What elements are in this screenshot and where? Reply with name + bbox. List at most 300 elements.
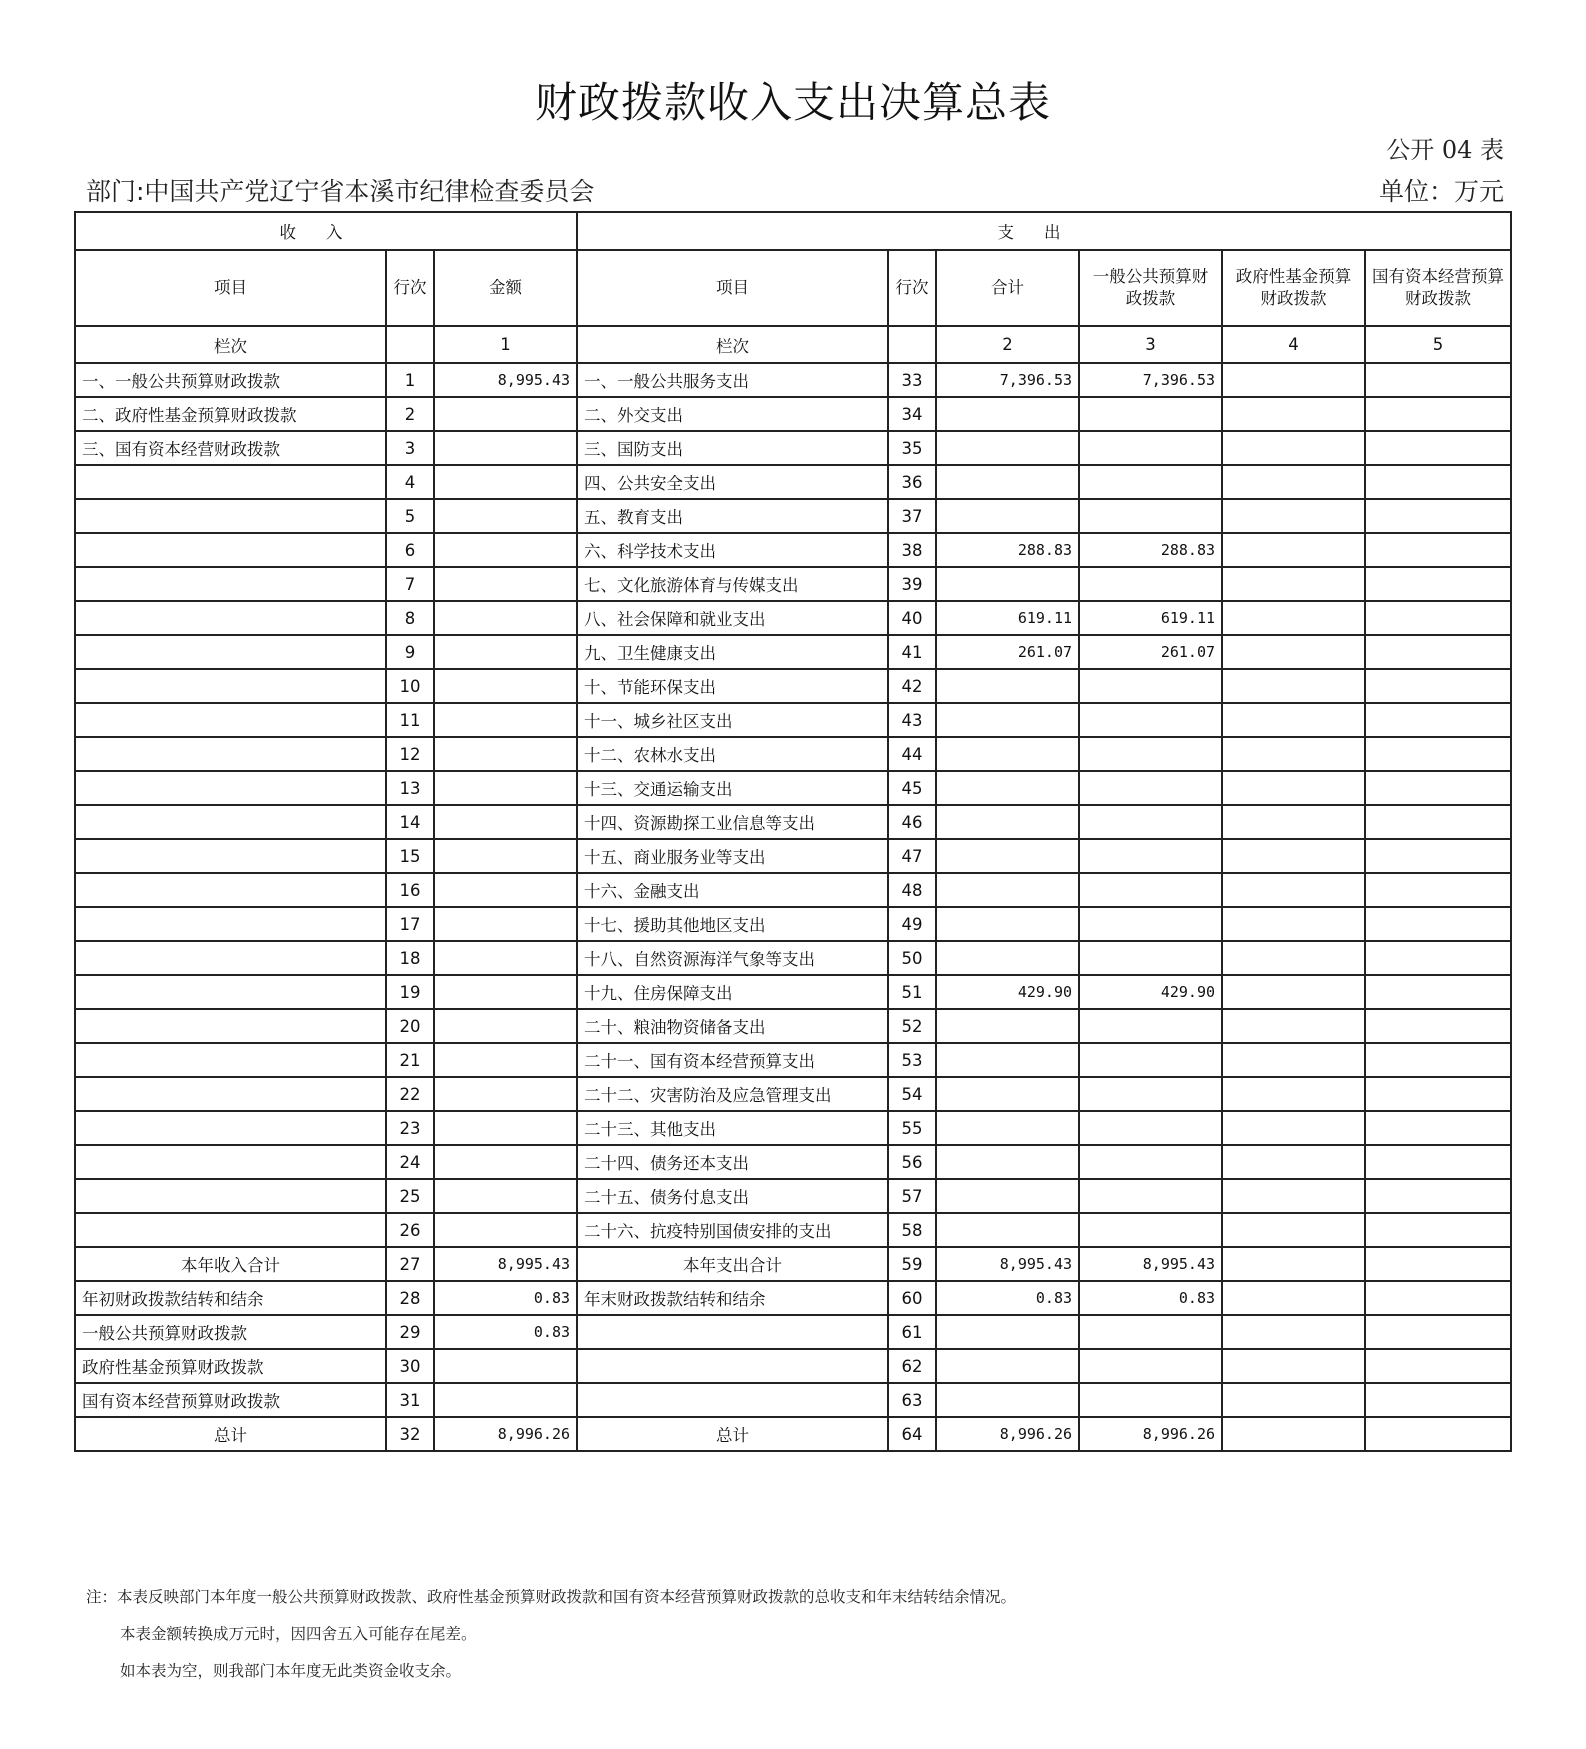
general-cell bbox=[1079, 1145, 1222, 1179]
table-row bbox=[75, 567, 1511, 601]
fund-cell bbox=[1222, 1077, 1365, 1111]
income-item-cell bbox=[75, 1111, 386, 1145]
state-cell bbox=[1365, 771, 1511, 805]
expense-item-cell: 本年支出合计 bbox=[577, 1247, 888, 1281]
total-header: 合计 bbox=[936, 250, 1079, 326]
fund-cell bbox=[1222, 567, 1365, 601]
expense-rowno-cell: 51 bbox=[888, 975, 936, 1009]
fund-cell bbox=[1222, 363, 1365, 397]
header-row-sections bbox=[75, 212, 1511, 250]
income-rowno-cell: 31 bbox=[386, 1383, 434, 1417]
fund-cell bbox=[1222, 1043, 1365, 1077]
total-cell: 8,995.43 bbox=[936, 1247, 1079, 1281]
table-row bbox=[75, 1077, 1511, 1111]
income-rowno-cell: 10 bbox=[386, 669, 434, 703]
expense-rowno-cell: 63 bbox=[888, 1383, 936, 1417]
general-cell bbox=[1079, 1009, 1222, 1043]
table-row bbox=[75, 737, 1511, 771]
state-cell bbox=[1365, 431, 1511, 465]
income-amount-cell bbox=[434, 1383, 577, 1417]
income-amount-cell: 0.83 bbox=[434, 1281, 577, 1315]
income-amount-cell bbox=[434, 431, 577, 465]
income-item-cell bbox=[75, 601, 386, 635]
expense-rowno-cell: 52 bbox=[888, 1009, 936, 1043]
expense-item-cell: 年末财政拨款结转和结余 bbox=[577, 1281, 888, 1315]
note-1: 注：本表反映部门本年度一般公共预算财政拨款、政府性基金预算财政拨款和国有资本经营预算财政拨款的总收支和年末结转结余情况。 bbox=[86, 1588, 1017, 1606]
expense-item-cell: 六、科学技术支出 bbox=[577, 533, 888, 567]
fund-cell bbox=[1222, 397, 1365, 431]
income-amount-cell: 8,995.43 bbox=[434, 363, 577, 397]
expense-rowno-cell: 36 bbox=[888, 465, 936, 499]
income-amount-cell bbox=[434, 873, 577, 907]
department-label: 部门:中国共产党辽宁省本溪市纪律检查委员会 bbox=[86, 177, 595, 206]
state-cell bbox=[1365, 1145, 1511, 1179]
expense-rowno-cell: 40 bbox=[888, 601, 936, 635]
income-rowno-cell: 14 bbox=[386, 805, 434, 839]
fund-cell bbox=[1222, 635, 1365, 669]
income-amount-cell bbox=[434, 941, 577, 975]
expense-rowno-cell: 56 bbox=[888, 1145, 936, 1179]
fund-cell bbox=[1222, 873, 1365, 907]
notes bbox=[86, 1585, 1016, 1696]
expense-rowno-cell: 61 bbox=[888, 1315, 936, 1349]
expense-rowno-cell: 59 bbox=[888, 1247, 936, 1281]
expense-rowno-cell: 53 bbox=[888, 1043, 936, 1077]
income-amount-cell bbox=[434, 839, 577, 873]
expense-rowno-cell: 37 bbox=[888, 499, 936, 533]
income-rowno-cell: 5 bbox=[386, 499, 434, 533]
income-rowno-cell: 13 bbox=[386, 771, 434, 805]
table-row bbox=[75, 941, 1511, 975]
general-cell: 8,995.43 bbox=[1079, 1247, 1222, 1281]
fund-cell bbox=[1222, 1009, 1365, 1043]
income-amount-cell bbox=[434, 975, 577, 1009]
income-amount-cell bbox=[434, 1349, 577, 1383]
income-amount-cell bbox=[434, 397, 577, 431]
header-row-columns bbox=[75, 250, 1511, 326]
general-cell bbox=[1079, 1383, 1222, 1417]
income-item-cell: 二、政府性基金预算财政拨款 bbox=[75, 397, 386, 431]
table-row bbox=[75, 1213, 1511, 1247]
general-cell bbox=[1079, 1043, 1222, 1077]
income-item-cell bbox=[75, 465, 386, 499]
expense-item-cell bbox=[577, 1315, 888, 1349]
income-amount-cell bbox=[434, 635, 577, 669]
fund-cell bbox=[1222, 805, 1365, 839]
state-cell bbox=[1365, 1383, 1511, 1417]
table-row bbox=[75, 601, 1511, 635]
income-item-cell bbox=[75, 703, 386, 737]
note-2: 本表金额转换成万元时，因四舍五入可能存在尾差。 bbox=[120, 1625, 477, 1643]
expense-rowno-cell: 62 bbox=[888, 1349, 936, 1383]
total-cell bbox=[936, 1043, 1079, 1077]
fund-cell bbox=[1222, 703, 1365, 737]
income-rowno-cell: 17 bbox=[386, 907, 434, 941]
total-cell bbox=[936, 431, 1079, 465]
income-rowno-cell: 4 bbox=[386, 465, 434, 499]
expense-rowno-cell: 45 bbox=[888, 771, 936, 805]
table-row bbox=[75, 805, 1511, 839]
general-cell bbox=[1079, 907, 1222, 941]
income-item-cell: 一般公共预算财政拨款 bbox=[75, 1315, 386, 1349]
expense-rowno-cell: 55 bbox=[888, 1111, 936, 1145]
income-item-cell bbox=[75, 1009, 386, 1043]
header-row-column-numbers bbox=[75, 326, 1511, 363]
income-amount-cell bbox=[434, 465, 577, 499]
expense-rowno-cell: 34 bbox=[888, 397, 936, 431]
expense-item-cell: 十七、援助其他地区支出 bbox=[577, 907, 888, 941]
note-3: 如本表为空，则我部门本年度无此类资金收支余。 bbox=[120, 1662, 462, 1680]
expense-item-cell: 二十、粮油物资储备支出 bbox=[577, 1009, 888, 1043]
expense-item-cell: 十六、金融支出 bbox=[577, 873, 888, 907]
state-cell bbox=[1365, 1213, 1511, 1247]
income-amount-cell bbox=[434, 1111, 577, 1145]
form-number: 公开 04 表 bbox=[1386, 136, 1504, 164]
page-title: 财政拨款收入支出决算总表 bbox=[534, 78, 1051, 127]
table-row bbox=[75, 1247, 1511, 1281]
expense-rowno-cell: 48 bbox=[888, 873, 936, 907]
total-cell bbox=[936, 839, 1079, 873]
income-amount-cell bbox=[434, 533, 577, 567]
income-item-cell bbox=[75, 941, 386, 975]
table-row bbox=[75, 873, 1511, 907]
table-row bbox=[75, 363, 1511, 397]
income-item-cell bbox=[75, 499, 386, 533]
state-cell bbox=[1365, 1009, 1511, 1043]
state-header: 国有资本经营预算财政拨款 bbox=[1365, 250, 1511, 326]
general-cell: 429.90 bbox=[1079, 975, 1222, 1009]
table-row bbox=[75, 1043, 1511, 1077]
fund-cell bbox=[1222, 465, 1365, 499]
income-col-blank bbox=[386, 326, 434, 363]
total-cell bbox=[936, 1077, 1079, 1111]
income-section-header: 收入 bbox=[75, 212, 577, 250]
fund-cell bbox=[1222, 737, 1365, 771]
fund-cell bbox=[1222, 1417, 1365, 1451]
table-row bbox=[75, 465, 1511, 499]
income-item-cell bbox=[75, 1213, 386, 1247]
col-number-1: 1 bbox=[434, 326, 577, 363]
income-item-cell bbox=[75, 839, 386, 873]
expense-rowno-cell: 60 bbox=[888, 1281, 936, 1315]
total-cell: 8,996.26 bbox=[936, 1417, 1079, 1451]
fund-cell bbox=[1222, 771, 1365, 805]
income-amount-cell bbox=[434, 1009, 577, 1043]
table-row bbox=[75, 499, 1511, 533]
total-cell: 288.83 bbox=[936, 533, 1079, 567]
income-item-cell bbox=[75, 567, 386, 601]
state-cell bbox=[1365, 1247, 1511, 1281]
state-cell bbox=[1365, 805, 1511, 839]
income-item-cell bbox=[75, 1179, 386, 1213]
col-number-4: 4 bbox=[1222, 326, 1365, 363]
income-rowno-cell: 30 bbox=[386, 1349, 434, 1383]
general-cell bbox=[1079, 805, 1222, 839]
table-row bbox=[75, 839, 1511, 873]
expense-col-blank bbox=[888, 326, 936, 363]
general-cell bbox=[1079, 873, 1222, 907]
income-rowno-cell: 3 bbox=[386, 431, 434, 465]
fund-cell bbox=[1222, 1315, 1365, 1349]
general-header: 一般公共预算财政拨款 bbox=[1079, 250, 1222, 326]
total-cell bbox=[936, 499, 1079, 533]
state-cell bbox=[1365, 567, 1511, 601]
general-cell: 288.83 bbox=[1079, 533, 1222, 567]
income-item-cell bbox=[75, 907, 386, 941]
table-row bbox=[75, 1111, 1511, 1145]
expense-item-cell: 二十五、债务付息支出 bbox=[577, 1179, 888, 1213]
fund-cell bbox=[1222, 1349, 1365, 1383]
fund-cell bbox=[1222, 533, 1365, 567]
state-cell bbox=[1365, 669, 1511, 703]
general-cell bbox=[1079, 465, 1222, 499]
income-item-cell bbox=[75, 1043, 386, 1077]
fund-cell bbox=[1222, 601, 1365, 635]
table-row bbox=[75, 635, 1511, 669]
table-row bbox=[75, 1009, 1511, 1043]
expense-item-cell: 十八、自然资源海洋气象等支出 bbox=[577, 941, 888, 975]
general-cell: 0.83 bbox=[1079, 1281, 1222, 1315]
state-cell bbox=[1365, 1417, 1511, 1451]
total-cell: 429.90 bbox=[936, 975, 1079, 1009]
general-cell bbox=[1079, 1349, 1222, 1383]
fund-cell bbox=[1222, 975, 1365, 1009]
table-row bbox=[75, 771, 1511, 805]
expense-rowno-cell: 35 bbox=[888, 431, 936, 465]
state-cell bbox=[1365, 975, 1511, 1009]
expense-item-cell: 二十三、其他支出 bbox=[577, 1111, 888, 1145]
fund-cell bbox=[1222, 907, 1365, 941]
general-cell bbox=[1079, 1111, 1222, 1145]
income-col-label: 栏次 bbox=[75, 326, 386, 363]
unit-label: 单位：万元 bbox=[1378, 177, 1504, 206]
expense-item-cell: 二十二、灾害防治及应急管理支出 bbox=[577, 1077, 888, 1111]
income-rowno-cell: 20 bbox=[386, 1009, 434, 1043]
expense-item-cell: 七、文化旅游体育与传媒支出 bbox=[577, 567, 888, 601]
expense-rowno-cell: 64 bbox=[888, 1417, 936, 1451]
income-item-cell bbox=[75, 805, 386, 839]
total-cell bbox=[936, 567, 1079, 601]
income-item-cell bbox=[75, 533, 386, 567]
expense-item-cell: 二十一、国有资本经营预算支出 bbox=[577, 1043, 888, 1077]
income-rowno-cell: 6 bbox=[386, 533, 434, 567]
income-item-cell: 政府性基金预算财政拨款 bbox=[75, 1349, 386, 1383]
income-rowno-cell: 16 bbox=[386, 873, 434, 907]
col-number-3: 3 bbox=[1079, 326, 1222, 363]
expense-rowno-cell: 57 bbox=[888, 1179, 936, 1213]
fund-cell bbox=[1222, 941, 1365, 975]
state-cell bbox=[1365, 1281, 1511, 1315]
state-cell bbox=[1365, 1179, 1511, 1213]
table-row bbox=[75, 1315, 1511, 1349]
income-item-cell: 一、一般公共预算财政拨款 bbox=[75, 363, 386, 397]
income-rowno-cell: 19 bbox=[386, 975, 434, 1009]
expense-item-cell bbox=[577, 1383, 888, 1417]
expense-item-cell: 十二、农林水支出 bbox=[577, 737, 888, 771]
expense-item-cell: 总计 bbox=[577, 1417, 888, 1451]
expense-col-label: 栏次 bbox=[577, 326, 888, 363]
state-cell bbox=[1365, 1349, 1511, 1383]
state-cell bbox=[1365, 907, 1511, 941]
col-number-5: 5 bbox=[1365, 326, 1511, 363]
state-cell bbox=[1365, 703, 1511, 737]
state-cell bbox=[1365, 499, 1511, 533]
expense-rowno-cell: 39 bbox=[888, 567, 936, 601]
table-row bbox=[75, 533, 1511, 567]
general-cell bbox=[1079, 839, 1222, 873]
expense-item-cell: 二、外交支出 bbox=[577, 397, 888, 431]
table-row bbox=[75, 1417, 1511, 1451]
income-rowno-cell: 23 bbox=[386, 1111, 434, 1145]
expense-item-cell: 一、一般公共服务支出 bbox=[577, 363, 888, 397]
income-rowno-cell: 26 bbox=[386, 1213, 434, 1247]
expense-rowno-cell: 42 bbox=[888, 669, 936, 703]
table-row bbox=[75, 669, 1511, 703]
total-cell bbox=[936, 1213, 1079, 1247]
total-cell bbox=[936, 737, 1079, 771]
income-rowno-cell: 32 bbox=[386, 1417, 434, 1451]
fund-cell bbox=[1222, 1179, 1365, 1213]
fund-cell bbox=[1222, 499, 1365, 533]
fund-cell bbox=[1222, 1247, 1365, 1281]
state-cell bbox=[1365, 1043, 1511, 1077]
income-item-cell: 国有资本经营预算财政拨款 bbox=[75, 1383, 386, 1417]
income-rowno-cell: 29 bbox=[386, 1315, 434, 1349]
state-cell bbox=[1365, 363, 1511, 397]
table-row bbox=[75, 1179, 1511, 1213]
income-item-cell: 三、国有资本经营财政拨款 bbox=[75, 431, 386, 465]
income-amount-cell bbox=[434, 499, 577, 533]
table-row bbox=[75, 1281, 1511, 1315]
expense-item-cell: 三、国防支出 bbox=[577, 431, 888, 465]
total-cell bbox=[936, 907, 1079, 941]
budget-table bbox=[74, 211, 1512, 1452]
fund-cell bbox=[1222, 1213, 1365, 1247]
expense-rowno-header: 行次 bbox=[888, 250, 936, 326]
total-cell bbox=[936, 1111, 1079, 1145]
expense-rowno-cell: 38 bbox=[888, 533, 936, 567]
expense-rowno-cell: 54 bbox=[888, 1077, 936, 1111]
income-amount-cell bbox=[434, 805, 577, 839]
total-cell bbox=[936, 771, 1079, 805]
state-cell bbox=[1365, 941, 1511, 975]
income-amount-cell bbox=[434, 703, 577, 737]
state-cell bbox=[1365, 839, 1511, 873]
income-amount-cell bbox=[434, 771, 577, 805]
expense-item-cell: 九、卫生健康支出 bbox=[577, 635, 888, 669]
income-amount-cell bbox=[434, 1043, 577, 1077]
income-amount-cell bbox=[434, 907, 577, 941]
income-rowno-cell: 7 bbox=[386, 567, 434, 601]
total-cell: 619.11 bbox=[936, 601, 1079, 635]
state-cell bbox=[1365, 397, 1511, 431]
general-cell bbox=[1079, 669, 1222, 703]
fund-cell bbox=[1222, 1145, 1365, 1179]
fund-header: 政府性基金预算财政拨款 bbox=[1222, 250, 1365, 326]
expense-item-cell: 四、公共安全支出 bbox=[577, 465, 888, 499]
total-cell bbox=[936, 1383, 1079, 1417]
income-item-cell bbox=[75, 737, 386, 771]
expense-item-cell: 十三、交通运输支出 bbox=[577, 771, 888, 805]
expense-rowno-cell: 43 bbox=[888, 703, 936, 737]
expense-rowno-cell: 49 bbox=[888, 907, 936, 941]
state-cell bbox=[1365, 1111, 1511, 1145]
general-cell bbox=[1079, 737, 1222, 771]
income-item-cell bbox=[75, 975, 386, 1009]
income-rowno-cell: 24 bbox=[386, 1145, 434, 1179]
expense-rowno-cell: 46 bbox=[888, 805, 936, 839]
total-cell bbox=[936, 397, 1079, 431]
general-cell: 261.07 bbox=[1079, 635, 1222, 669]
general-cell: 619.11 bbox=[1079, 601, 1222, 635]
total-cell bbox=[936, 1315, 1079, 1349]
income-amount-cell bbox=[434, 1145, 577, 1179]
income-rowno-cell: 21 bbox=[386, 1043, 434, 1077]
income-amount-cell bbox=[434, 669, 577, 703]
state-cell bbox=[1365, 1315, 1511, 1349]
table-row bbox=[75, 431, 1511, 465]
table-row bbox=[75, 1145, 1511, 1179]
income-amount-cell bbox=[434, 1179, 577, 1213]
total-cell bbox=[936, 669, 1079, 703]
expense-rowno-cell: 50 bbox=[888, 941, 936, 975]
expense-item-cell: 十九、住房保障支出 bbox=[577, 975, 888, 1009]
income-item-cell: 年初财政拨款结转和结余 bbox=[75, 1281, 386, 1315]
income-rowno-cell: 15 bbox=[386, 839, 434, 873]
income-item-cell: 本年收入合计 bbox=[75, 1247, 386, 1281]
state-cell bbox=[1365, 601, 1511, 635]
col-number-2: 2 bbox=[936, 326, 1079, 363]
total-cell bbox=[936, 805, 1079, 839]
income-amount-cell: 0.83 bbox=[434, 1315, 577, 1349]
income-amount-cell bbox=[434, 1213, 577, 1247]
income-rowno-cell: 18 bbox=[386, 941, 434, 975]
table-row bbox=[75, 1383, 1511, 1417]
expense-item-cell: 二十四、债务还本支出 bbox=[577, 1145, 888, 1179]
general-cell bbox=[1079, 771, 1222, 805]
general-cell bbox=[1079, 431, 1222, 465]
income-amount-cell: 8,996.26 bbox=[434, 1417, 577, 1451]
general-cell bbox=[1079, 1077, 1222, 1111]
income-rowno-cell: 9 bbox=[386, 635, 434, 669]
expense-rowno-cell: 58 bbox=[888, 1213, 936, 1247]
income-item-header: 项目 bbox=[75, 250, 386, 326]
income-rowno-cell: 11 bbox=[386, 703, 434, 737]
expense-item-cell: 二十六、抗疫特别国债安排的支出 bbox=[577, 1213, 888, 1247]
income-amount-cell bbox=[434, 1077, 577, 1111]
income-item-cell bbox=[75, 771, 386, 805]
total-cell bbox=[936, 465, 1079, 499]
expense-item-cell: 十五、商业服务业等支出 bbox=[577, 839, 888, 873]
total-cell bbox=[936, 873, 1079, 907]
expense-item-cell: 十、节能环保支出 bbox=[577, 669, 888, 703]
income-rowno-cell: 27 bbox=[386, 1247, 434, 1281]
state-cell bbox=[1365, 465, 1511, 499]
income-rowno-cell: 22 bbox=[386, 1077, 434, 1111]
income-item-cell bbox=[75, 669, 386, 703]
table-row bbox=[75, 975, 1511, 1009]
state-cell bbox=[1365, 635, 1511, 669]
income-item-cell bbox=[75, 635, 386, 669]
fund-cell bbox=[1222, 1281, 1365, 1315]
fund-cell bbox=[1222, 431, 1365, 465]
general-cell bbox=[1079, 1213, 1222, 1247]
total-cell: 261.07 bbox=[936, 635, 1079, 669]
table-row bbox=[75, 907, 1511, 941]
general-cell bbox=[1079, 397, 1222, 431]
income-rowno-header: 行次 bbox=[386, 250, 434, 326]
expense-item-cell: 八、社会保障和就业支出 bbox=[577, 601, 888, 635]
